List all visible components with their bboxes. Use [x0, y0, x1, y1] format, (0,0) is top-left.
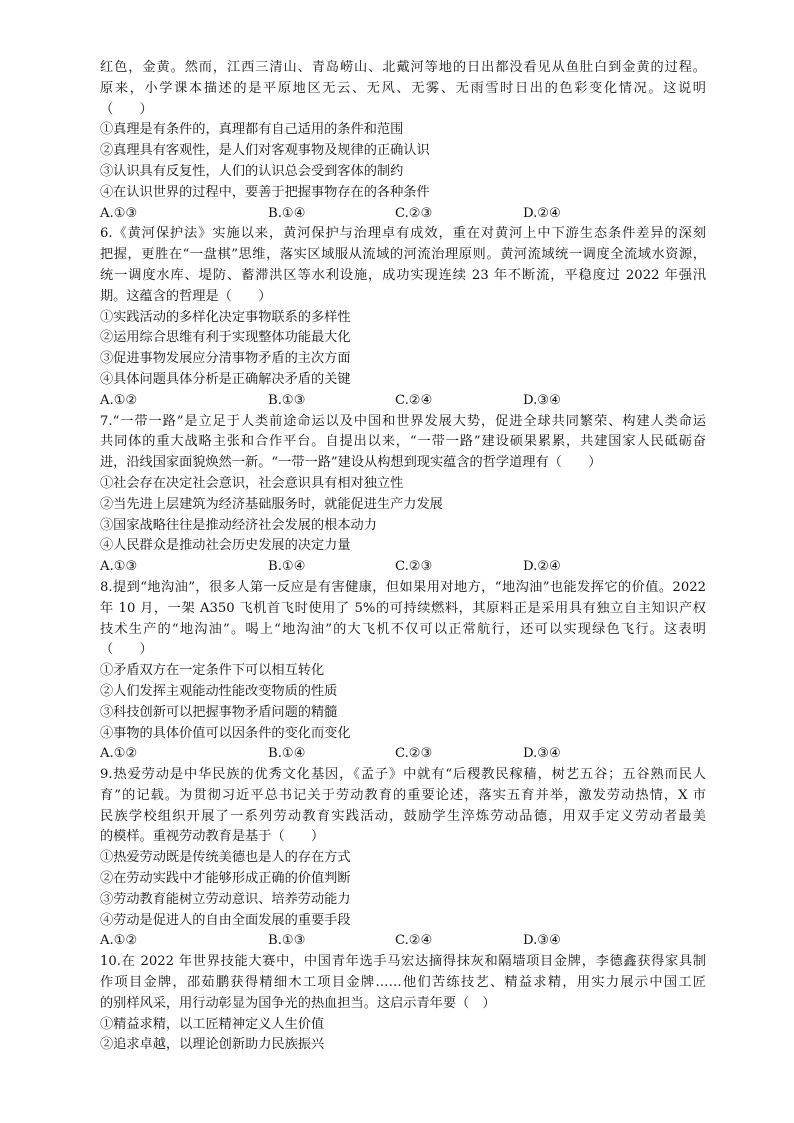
- text-line: 10.在 2022 年世界技能大赛中，中国青年选手马宏达摘得抹灰和隔墙项目金牌，李德鑫获得家具制: [100, 954, 706, 970]
- answer-option[interactable]: D.②④: [523, 559, 561, 575]
- answer-option[interactable]: A.①②: [100, 933, 138, 949]
- answer-option[interactable]: D.②④: [523, 205, 561, 221]
- text-line: （ ）: [100, 101, 153, 117]
- text-line: 作项目金牌，邵茹鹏获得精细木工项目金牌……他们苦练技艺、精益求精，用实力展示中国工匠: [100, 975, 706, 991]
- text-line: 的模样。重视劳动教育是基于（ ）: [100, 829, 325, 845]
- text-line: 7.“一带一路”是立足于人类前途命运以及中国和世界发展大势，促进全球共同繁荣、构建人类命运: [100, 413, 706, 429]
- answer-option[interactable]: B.①③: [268, 933, 306, 949]
- answer-options: [100, 557, 706, 578]
- text-line: 育”的记载。为贯彻习近平总书记关于劳动教育的重要论述，落实五育并举，激发劳动热情，X 市: [100, 787, 706, 803]
- text-line: 把握，更胜在“一盘棋”思维，落实区域服从流域的河流治理原则。黄河流域统一调度全流域水资源，: [100, 247, 706, 263]
- answer-option[interactable]: A.①③: [100, 559, 138, 575]
- text-line: ④在认识世界的过程中，要善于把握事物存在的各种条件: [100, 184, 430, 200]
- text-line: 红色，金黄。然而，江西三清山、青岛崂山、北戴河等地的日出都没看见从鱼肚白到金黄的过程。: [100, 60, 706, 75]
- answer-option[interactable]: B.①④: [268, 746, 306, 762]
- answer-option[interactable]: A.①③: [100, 205, 138, 221]
- text-line: ②真理具有客观性，是人们对客观事物及规律的正确认识: [100, 143, 430, 159]
- answer-option[interactable]: B.①④: [268, 559, 306, 575]
- answer-option[interactable]: C.②④: [395, 392, 433, 408]
- text-line: 进，沿线国家面貌焕然一新。“一带一路”建设从构想到现实蕴含的哲学道理有（ ）: [100, 455, 602, 471]
- text-line: 8.提到“地沟油”，很多人第一反应是有害健康，但如果用对地方，“地沟油”也能发挥它的价值。2022: [100, 579, 706, 595]
- text-line: 的别样风采，用行动彰显为国争光的热血担当。这启示青年要（ ）: [100, 995, 496, 1011]
- text-line: （ ）: [100, 642, 153, 658]
- text-line: ②当先进上层建筑为经济基础服务时，就能促进生产力发展: [100, 496, 443, 512]
- answer-option[interactable]: D.③④: [523, 392, 561, 408]
- text-line: 民族学校组织开展了一系列劳动教育实践活动，鼓励学生淬炼劳动品德，用双手定义劳动者最美: [100, 808, 706, 824]
- text-line: 共同体的重大战略主张和合作平台。自提出以来，“一带一路”建设硕果累累，共建国家人民砥砺奋: [100, 434, 706, 450]
- text-line: ①实践活动的多样化决定事物联系的多样性: [100, 309, 351, 325]
- answer-option[interactable]: D.③④: [523, 933, 561, 949]
- text-line: ②运用综合思维有利于实现整体功能最大化: [100, 330, 351, 346]
- text-line: ④具体问题具体分析是正确解决矛盾的关键: [100, 371, 351, 387]
- answer-options: [100, 204, 706, 225]
- answer-option[interactable]: D.③④: [523, 746, 561, 762]
- text-line: 年 10 月，一架 A350 飞机首飞时使用了 5%的可持续燃料，其原料正是采用具有独立自主知识产权: [100, 600, 706, 616]
- text-line: ②在劳动实践中才能够形成正确的价值判断: [100, 871, 351, 887]
- answer-options: [100, 744, 706, 765]
- answer-option[interactable]: C.②④: [395, 933, 433, 949]
- answer-option[interactable]: B.①③: [268, 392, 306, 408]
- text-line: 9.热爱劳动是中华民族的优秀文化基因，《孟子》中就有“后稷教民稼穑，树艺五谷；五谷熟而民人: [100, 767, 706, 783]
- answer-option[interactable]: C.②③: [395, 746, 433, 762]
- text-line: ①社会存在决定社会意识，社会意识具有相对独立性: [100, 475, 404, 491]
- text-line: ③劳动教育能树立劳动意识、培养劳动能力: [100, 891, 351, 907]
- answer-option[interactable]: A.①②: [100, 746, 138, 762]
- text-line: ①精益求精，以工匠精神定义人生价值: [100, 1016, 325, 1032]
- answer-options: [100, 931, 706, 952]
- answer-option[interactable]: C.②③: [395, 559, 433, 575]
- text-line: ①真理是有条件的，真理都有自己适用的条件和范围: [100, 122, 404, 138]
- text-line: ④劳动是促进人的自由全面发展的重要手段: [100, 912, 351, 928]
- text-line: ③国家战略往往是推动经济社会发展的根本动力: [100, 517, 377, 533]
- answer-options: [100, 391, 706, 412]
- answer-option[interactable]: C.②③: [395, 205, 433, 221]
- text-line: ④人民群众是推动社会历史发展的决定力量: [100, 538, 351, 554]
- text-line: ②追求卓越，以理论创新助力民族振兴: [100, 1037, 325, 1053]
- text-line: 统一调度水库、堤防、蓄滞洪区等水利设施，成功实现连续 23 年不断流，平稳度过 2022 年强汛: [100, 267, 706, 283]
- answer-option[interactable]: B.①④: [268, 205, 306, 221]
- text-line: 原来，小学课本描述的是平原地区无云、无风、无雾、无雨雪时日出的色彩变化情况。这说明: [100, 80, 706, 96]
- text-line: ③科技创新可以把握事物矛盾问题的精髓: [100, 704, 338, 720]
- text-line: 6.《黄河保护法》实施以来，黄河保护与治理卓有成效，重在对黄河上中下游生态条件差异的深刻: [100, 226, 706, 242]
- answer-option[interactable]: A.①②: [100, 392, 138, 408]
- text-line: ④事物的具体价值可以因条件的变化而变化: [100, 725, 351, 741]
- text-line: ①热爱劳动既是传统美德也是人的存在方式: [100, 850, 351, 866]
- text-line: ③认识具有反复性，人们的认识总会受到客体的制约: [100, 163, 404, 179]
- text-line: ①矛盾双方在一定条件下可以相互转化: [100, 663, 325, 679]
- exam-page: [100, 58, 706, 1056]
- text-line: 技术生产的“地沟油”。喝上“地沟油”的大飞机不仅可以正常航行，还可以实现绿色飞行。这表明: [100, 621, 706, 637]
- text-line: ②人们发挥主观能动性能改变物质的性质: [100, 683, 338, 699]
- text-line: 期。这蕴含的哲理是（ ）: [100, 288, 272, 304]
- text-line: ③促进事物发展应分清事物矛盾的主次方面: [100, 351, 351, 367]
